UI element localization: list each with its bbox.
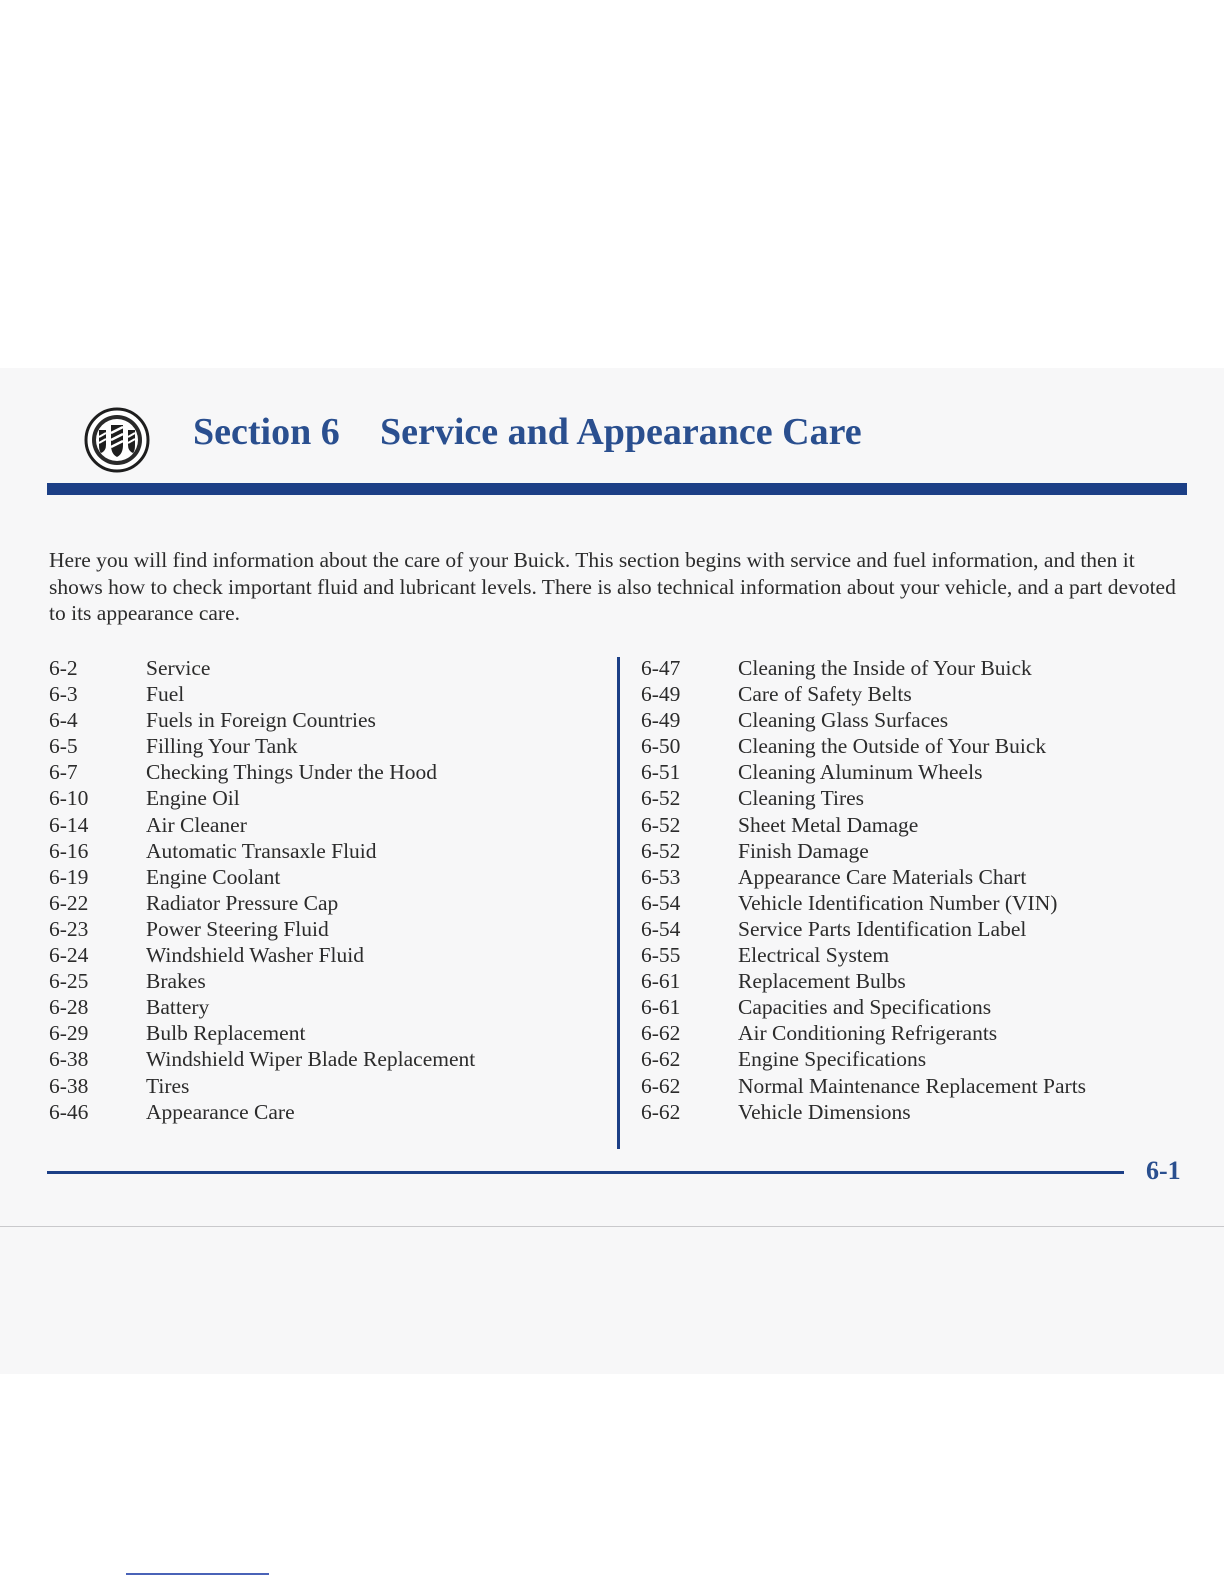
toc-entry[interactable] — [641, 733, 1201, 759]
toc-entry[interactable] — [49, 812, 609, 838]
link-underline[interactable] — [126, 1573, 269, 1575]
toc-entry[interactable] — [641, 1099, 1201, 1125]
toc-page-number: 6-16 — [49, 838, 89, 863]
toc-page-number: 6-54 — [641, 916, 681, 941]
toc-page-number: 6-49 — [641, 708, 681, 733]
toc-page-number: 6-52 — [641, 786, 681, 811]
buick-logo-icon — [84, 407, 150, 473]
toc-entry[interactable] — [641, 864, 1201, 890]
toc-entry[interactable] — [641, 838, 1201, 864]
toc-page-number: 6-29 — [49, 1021, 89, 1046]
toc-topic-title: Appearance Care Materials Chart — [738, 864, 1027, 889]
toc-topic-title: Vehicle Dimensions — [738, 1099, 911, 1124]
toc-topic-title: Air Cleaner — [146, 812, 247, 837]
toc-entry[interactable] — [49, 838, 609, 864]
toc-topic-title: Sheet Metal Damage — [738, 812, 919, 837]
section-title: Service and Appearance Care — [380, 411, 862, 453]
toc-page-number: 6-7 — [49, 760, 78, 785]
toc-topic-title: Cleaning the Outside of Your Buick — [738, 734, 1047, 759]
toc-topic-title: Capacities and Specifications — [738, 995, 992, 1020]
section-label: Section 6 — [193, 411, 340, 453]
toc-topic-title: Normal Maintenance Replacement Parts — [738, 1073, 1087, 1098]
toc-entry[interactable] — [641, 916, 1201, 942]
toc-page-number: 6-38 — [49, 1073, 89, 1098]
toc-topic-title: Windshield Wiper Blade Replacement — [146, 1047, 476, 1072]
toc-page-number: 6-5 — [49, 734, 78, 759]
toc-page-number: 6-23 — [49, 916, 89, 941]
toc-entry[interactable] — [49, 1099, 609, 1125]
toc-topic-title: Engine Specifications — [738, 1047, 927, 1072]
toc-topic-title: Service Parts Identification Label — [738, 916, 1027, 941]
toc-page-number: 6-52 — [641, 812, 681, 837]
toc-topic-title: Engine Coolant — [146, 864, 281, 889]
toc-topic-title: Care of Safety Belts — [738, 682, 912, 707]
toc-topic-title: Vehicle Identification Number (VIN) — [738, 890, 1058, 915]
toc-page-number: 6-38 — [49, 1047, 89, 1072]
toc-page-number: 6-4 — [49, 708, 78, 733]
toc-topic-title: Cleaning Aluminum Wheels — [738, 760, 983, 785]
toc-page-number: 6-47 — [641, 656, 681, 680]
toc-page-number: 6-54 — [641, 890, 681, 915]
toc-topic-title: Cleaning Tires — [738, 786, 865, 811]
toc-entry[interactable] — [49, 733, 609, 759]
toc-topic-title: Automatic Transaxle Fluid — [146, 838, 377, 863]
toc-page-number: 6-49 — [641, 682, 681, 707]
toc-entry[interactable] — [641, 1046, 1201, 1072]
toc-page-number: 6-22 — [49, 890, 89, 915]
toc-entry[interactable] — [641, 759, 1201, 785]
toc-page-number: 6-62 — [641, 1047, 681, 1072]
toc-entry[interactable] — [641, 707, 1201, 733]
toc-topic-title: Electrical System — [738, 943, 890, 968]
toc-topic-title: Finish Damage — [738, 838, 869, 863]
toc-topic-title: Battery — [146, 995, 210, 1020]
toc-left-column — [49, 655, 609, 1125]
toc-entry[interactable] — [49, 681, 609, 707]
toc-topic-title: Windshield Washer Fluid — [146, 943, 364, 968]
toc-page-number: 6-50 — [641, 734, 681, 759]
toc-page-number: 6-61 — [641, 995, 681, 1020]
toc-entry[interactable] — [49, 890, 609, 916]
toc-page-number: 6-52 — [641, 838, 681, 863]
toc-entry[interactable] — [49, 759, 609, 785]
toc-topic-title: Tires — [146, 1073, 190, 1098]
toc-page-number: 6-25 — [49, 969, 89, 994]
toc-entry[interactable] — [641, 1073, 1201, 1099]
toc-topic-title: Air Conditioning Refrigerants — [738, 1021, 998, 1046]
toc-page-number: 6-53 — [641, 864, 681, 889]
toc-page-number: 6-51 — [641, 760, 681, 785]
toc-entry[interactable] — [49, 968, 609, 994]
toc-page-number: 6-24 — [49, 943, 89, 968]
toc-entry[interactable] — [49, 1073, 609, 1099]
toc-entry[interactable] — [641, 968, 1201, 994]
toc-topic-title: Power Steering Fluid — [146, 916, 329, 941]
toc-topic-title: Radiator Pressure Cap — [146, 890, 339, 915]
toc-page-number: 6-62 — [641, 1021, 681, 1046]
toc-topic-title: Engine Oil — [146, 786, 240, 811]
toc-page-number: 6-28 — [49, 995, 89, 1020]
toc-page-number: 6-61 — [641, 969, 681, 994]
toc-entry[interactable] — [641, 655, 1201, 681]
toc-topic-title: Service — [146, 656, 211, 680]
toc-page-number: 6-62 — [641, 1073, 681, 1098]
toc-entry[interactable] — [641, 785, 1201, 811]
toc-entry[interactable] — [49, 994, 609, 1020]
toc-topic-title: Fuel — [146, 682, 185, 707]
toc-entry[interactable] — [49, 655, 609, 681]
toc-page-number: 6-46 — [49, 1099, 89, 1124]
toc-entry[interactable] — [641, 812, 1201, 838]
toc-entry[interactable] — [49, 916, 609, 942]
toc-entry[interactable] — [641, 1020, 1201, 1046]
toc-entry[interactable] — [49, 707, 609, 733]
toc-topic-title: Bulb Replacement — [146, 1021, 306, 1046]
toc-entry[interactable] — [49, 942, 609, 968]
toc-entry[interactable] — [49, 1020, 609, 1046]
toc-entry[interactable] — [49, 1046, 609, 1072]
toc-topic-title: Cleaning Glass Surfaces — [738, 708, 949, 733]
toc-page-number: 6-2 — [49, 656, 78, 680]
intro-paragraph: Here you will find information about the care of your Buick. This section begins with service and fuel information, and then it shows how to check important fluid and lubricant levels. There is also technical information about your vehicle, and a part devoted to its appearance care. — [49, 548, 1176, 625]
toc-topic-title: Cleaning the Inside of Your Buick — [738, 656, 1032, 680]
toc-right-column — [641, 655, 1201, 1125]
toc-topic-title: Checking Things Under the Hood — [146, 760, 438, 785]
toc-page-number: 6-3 — [49, 682, 78, 707]
footer-rule — [47, 1171, 1124, 1174]
page-bottom-edge — [0, 1226, 1224, 1227]
column-divider — [617, 657, 620, 1149]
toc-entry[interactable] — [641, 681, 1201, 707]
toc-entry[interactable] — [49, 864, 609, 890]
toc-topic-title: Fuels in Foreign Countries — [146, 708, 376, 733]
toc-page-number: 6-62 — [641, 1099, 681, 1124]
toc-entry[interactable] — [49, 785, 609, 811]
header-rule — [47, 483, 1187, 495]
toc-entry[interactable] — [641, 890, 1201, 916]
toc-page-number: 6-10 — [49, 786, 89, 811]
toc-entry[interactable] — [641, 994, 1201, 1020]
toc-entry[interactable] — [641, 942, 1201, 968]
toc-topic-title: Appearance Care — [146, 1099, 295, 1124]
toc-page-number: 6-14 — [49, 812, 89, 837]
toc-topic-title: Filling Your Tank — [146, 734, 298, 759]
toc-page-number: 6-55 — [641, 943, 681, 968]
page-number: 6-1 — [1146, 1156, 1181, 1185]
toc-topic-title: Replacement Bulbs — [738, 969, 906, 994]
toc-page-number: 6-19 — [49, 864, 89, 889]
toc-topic-title: Brakes — [146, 969, 206, 994]
